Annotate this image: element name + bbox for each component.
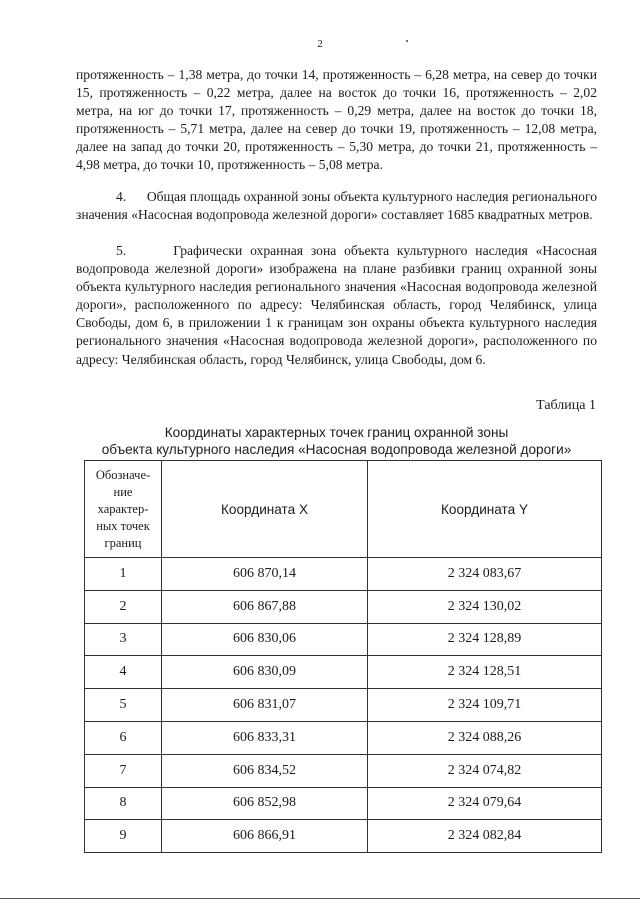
- header-coordinate-y: Координата Y: [368, 461, 602, 558]
- header-coordinate-x: Координата X: [162, 461, 368, 558]
- header-line: ных точек: [96, 518, 150, 533]
- table-row: [85, 590, 602, 623]
- cell-x: 606 831,07: [162, 689, 368, 722]
- coordinates-table: [84, 460, 602, 853]
- table-header-row: [85, 461, 602, 558]
- table-row: [85, 754, 602, 787]
- cell-y: 2 324 128,51: [368, 656, 602, 689]
- header-line: ние: [113, 484, 133, 499]
- cell-point: 1: [85, 558, 162, 591]
- cell-point: 4: [85, 656, 162, 689]
- table-row: [85, 623, 602, 656]
- cell-point: 2: [85, 590, 162, 623]
- cell-x: 606 866,91: [162, 820, 368, 853]
- cell-x: 606 834,52: [162, 754, 368, 787]
- table-row: [85, 787, 602, 820]
- caption-line-2: объекта культурного наследия «Насосная водопровода железной дороги»: [101, 442, 572, 457]
- cell-x: 606 833,31: [162, 721, 368, 754]
- table-caption: [76, 424, 597, 458]
- page-number: 2: [317, 38, 323, 50]
- cell-x: 606 867,88: [162, 590, 368, 623]
- paragraph-text: протяженность – 1,38 метра, до точки 14, протяженность – 6,28 метра, на север до точки 15, протяженность – 0,22 метра, далее на восток до точки 16, протяженность – 2,02 метра, на юг до точки 17, протяженность – 0,29 метра, далее на восток до точки 18, протяженность – 5,71 метра, далее на север до точки 19, протяженность – 12,08 метра, далее на запад до точки 20, протяженность – 5,30 метра, до точки 21, протяженность – 4,98 метра, до точки 10, протяженность – 5,08 метра.: [76, 67, 597, 173]
- cell-point: 5: [85, 689, 162, 722]
- cell-point: 7: [85, 754, 162, 787]
- cell-point: 6: [85, 721, 162, 754]
- cell-point: 9: [85, 820, 162, 853]
- cell-y: 2 324 088,26: [368, 721, 602, 754]
- scan-speck: [406, 40, 408, 42]
- paragraph-4: [76, 188, 597, 224]
- table-row: [85, 558, 602, 591]
- table-label: Таблица 1: [536, 398, 596, 413]
- cell-y: 2 324 109,71: [368, 689, 602, 722]
- paragraph-continuation: [76, 66, 597, 175]
- cell-y: 2 324 082,84: [368, 820, 602, 853]
- cell-point: 3: [85, 623, 162, 656]
- cell-x: 606 830,06: [162, 623, 368, 656]
- table-row: [85, 689, 602, 722]
- cell-point: 8: [85, 787, 162, 820]
- cell-x: 606 830,09: [162, 656, 368, 689]
- cell-x: 606 852,98: [162, 787, 368, 820]
- header-line: Обозначе-: [95, 467, 151, 482]
- cell-y: 2 324 128,89: [368, 623, 602, 656]
- cell-x: 606 870,14: [162, 558, 368, 591]
- header-line: характер-: [97, 501, 149, 516]
- cell-y: 2 324 074,82: [368, 754, 602, 787]
- cell-y: 2 324 130,02: [368, 590, 602, 623]
- cell-y: 2 324 083,67: [368, 558, 602, 591]
- paragraph-5: [76, 242, 597, 369]
- table-row: [85, 656, 602, 689]
- scan-bottom-edge: [0, 898, 640, 899]
- table-row: [85, 721, 602, 754]
- paragraph-text: 5. Графически охранная зона объекта культурного наследия «Насосная водопровода железной дороги» изображена на плане разбивки границ охранной зоны объекта культурного наследия регионального значения «Насосная водопровода железной дороги», расположенного по адресу: Челябинская область, город Челябинск, улица Свободы, дом 6, в приложении 1 к границам зон охраны объекта культурного наследия регионального значения «Насосная водопровода железной дороги», расположенного по адресу: Челябинская область, город Челябинск, улица Свободы, дом 6.: [76, 243, 597, 367]
- paragraph-text: 4. Общая площадь охранной зоны объекта культурного наследия регионального значения «Насосная водопровода железной дороги» составляет 1685 квадратных метров.: [76, 189, 597, 223]
- caption-line-1: Координаты характерных точек границ охранной зоны: [164, 425, 509, 440]
- header-point-designation: [85, 461, 162, 558]
- cell-y: 2 324 079,64: [368, 787, 602, 820]
- header-line: границ: [104, 535, 142, 550]
- table-row: [85, 820, 602, 853]
